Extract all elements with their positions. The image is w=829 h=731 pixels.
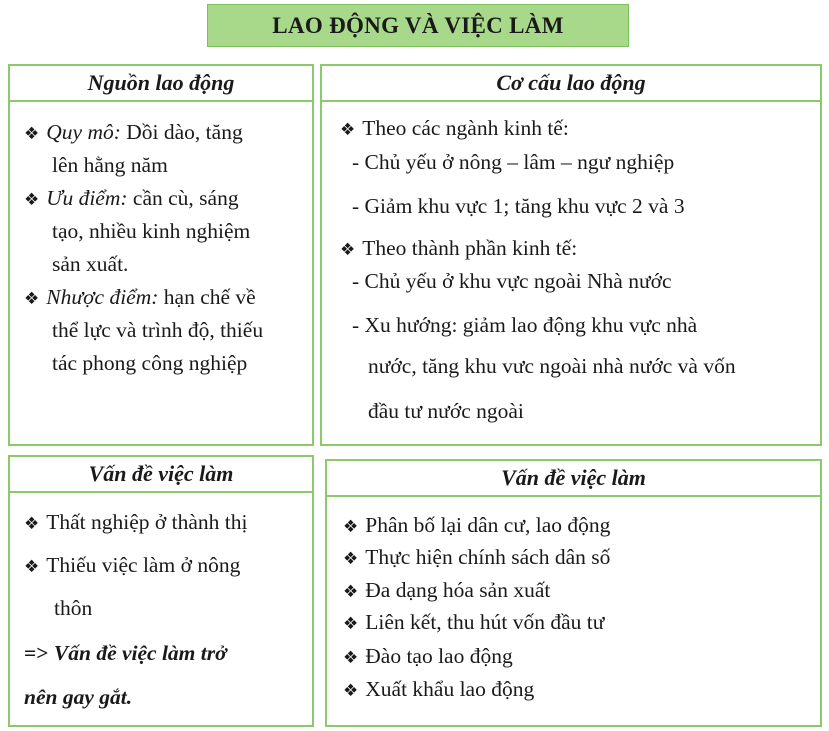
weakness-item: ❖ Nhược điểm: hạn chế về [24,285,256,309]
diamond-bullet-icon: ❖ [343,681,359,701]
solution-item: ❖ Phân bố lại dân cư, lao động [343,513,611,537]
diamond-bullet-icon: ❖ [24,514,40,534]
text-line: nước, tăng khu vưc ngoài nhà nước và vốn [368,354,736,378]
structure-item: ❖ Theo các ngành kinh tế: [340,116,569,140]
panel-employment-solutions [325,459,822,727]
panel-heading: Vấn đề việc làm [10,457,312,493]
issue-item: ❖ Thiếu việc làm ở nông [24,553,241,577]
scale-item: ❖ Quy mô: Dồi dào, tăng [24,120,243,144]
solution-item: ❖ Liên kết, thu hút vốn đầu tư [343,610,605,634]
text-line: - Xu hướng: giảm lao động khu vực nhà [352,313,698,337]
diamond-bullet-icon: ❖ [343,549,359,569]
conclusion-line: nên gay gắt. [24,685,133,709]
panel-labor-structure [320,64,822,446]
conclusion-line: => Vấn đề việc làm trở [24,641,227,665]
solution-item: ❖ Đào tạo lao động [343,644,513,668]
text-line: thôn [54,596,93,620]
diamond-bullet-icon: ❖ [343,614,359,634]
text-line: thể lực và trình độ, thiếu [52,318,264,342]
page-title: LAO ĐỘNG VÀ VIỆC LÀM [207,4,629,47]
diamond-bullet-icon: ❖ [24,124,40,144]
text-line: sản xuất. [52,252,129,276]
structure-item: ❖ Theo thành phần kinh tế: [340,236,578,260]
diamond-bullet-icon: ❖ [24,190,40,210]
text-line: tạo, nhiều kinh nghiệm [52,219,251,243]
text-line: - Giảm khu vực 1; tăng khu vực 2 và 3 [352,194,685,218]
panel-heading: Cơ cấu lao động [322,66,820,102]
diamond-bullet-icon: ❖ [343,648,359,668]
panel-heading: Vấn đề việc làm [327,461,820,497]
diamond-bullet-icon: ❖ [343,517,359,537]
text-line: - Chủ yếu ở khu vực ngoài Nhà nước [352,269,672,293]
diamond-bullet-icon: ❖ [24,289,40,309]
strength-item: ❖ Ưu điểm: cần cù, sáng [24,186,239,210]
diamond-bullet-icon: ❖ [340,120,356,140]
issue-item: ❖ Thất nghiệp ở thành thị [24,510,248,534]
diamond-bullet-icon: ❖ [343,582,359,602]
panel-labor-source [8,64,314,446]
text-line: tác phong công nghiệp [52,351,248,375]
text-line: lên hằng năm [52,153,168,177]
solution-item: ❖ Đa dạng hóa sản xuất [343,578,551,602]
panel-employment-issues [8,455,314,727]
text-line: đầu tư nước ngoài [368,399,524,423]
solution-item: ❖ Xuất khẩu lao động [343,677,535,701]
diamond-bullet-icon: ❖ [340,240,356,260]
solution-item: ❖ Thực hiện chính sách dân số [343,545,611,569]
text-line: - Chủ yếu ở nông – lâm – ngư nghiệp [352,150,675,174]
diamond-bullet-icon: ❖ [24,557,40,577]
panel-heading: Nguồn lao động [10,66,312,102]
